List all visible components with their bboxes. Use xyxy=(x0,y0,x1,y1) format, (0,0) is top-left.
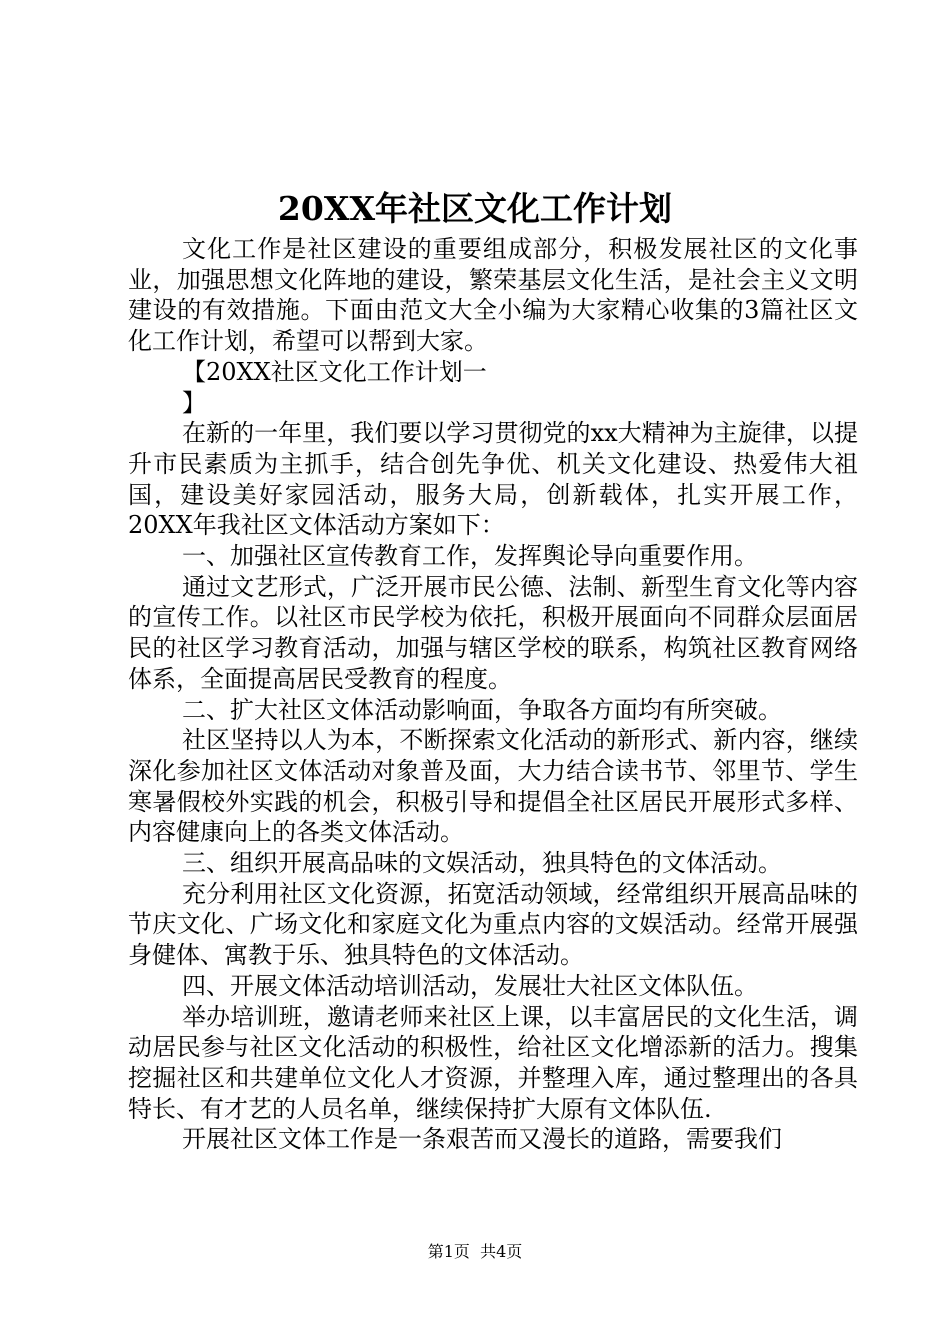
page-number: 第1页 共4页 xyxy=(427,1242,523,1261)
section-heading-3: 三、组织开展高品味的文娱活动，独具特色的文体活动。 xyxy=(182,849,782,878)
paragraph-closing-partial: 开展社区文体工作是一条艰苦而又漫长的道路，需要我们 xyxy=(182,1125,782,1154)
paragraph-overview: 在新的一年里，我们要以学习贯彻党的xx大精神为主旋律，以提升市民素质为主抓手，结合创先争优、机关文化建设、热爱伟大祖国，建设美好家园活动，服务大局，创新载体，扎实开展工作，20XX年我社区文体活动方案如下： xyxy=(128,419,858,540)
section-body-2: 社区坚持以人为本，不断探索文化活动的新形式、新内容，继续深化参加社区文体活动对象普及面，大力结合读书节、邻里节、学生寒暑假校外实践的机会，积极引导和提倡全社区居民开展形式多样、内容健康向上的各类文体活动。 xyxy=(128,726,858,847)
section-heading-4: 四、开展文体活动培训活动，发展壮大社区文体队伍。 xyxy=(182,971,758,1000)
section-body-1: 通过文艺形式，广泛开展市民公德、法制、新型生育文化等内容的宣传工作。以社区市民学校为依托，积极开展面向不同群众层面居民的社区学习教育活动，加强与辖区学校的联系，构筑社区教育网络体系，全面提高居民受教育的程度。 xyxy=(128,572,858,693)
document-title: 20XX年社区文化工作计划 xyxy=(277,189,673,228)
paragraph-plan-heading-close: 】 xyxy=(182,388,206,417)
paragraph-intro: 文化工作是社区建设的重要组成部分，积极发展社区的文化事业，加强思想文化阵地的建设，繁荣基层文化生活，是社会主义文明建设的有效措施。下面由范文大全小编为大家精心收集的3篇社区文化工作计划，希望可以帮到大家。 xyxy=(128,235,858,356)
paragraph-plan-heading: 【20XX社区文化工作计划一 xyxy=(182,357,487,386)
section-body-3: 充分利用社区文化资源，拓宽活动领域，经常组织开展高品味的节庆文化、广场文化和家庭文化为重点内容的文娱活动。经常开展强身健体、寓教于乐、独具特色的文体活动。 xyxy=(128,879,858,970)
section-heading-1: 一、加强社区宣传教育工作，发挥舆论导向重要作用。 xyxy=(182,542,758,571)
section-body-4: 举办培训班，邀请老师来社区上课，以丰富居民的文化生活，调动居民参与社区文化活动的积极性，给社区文化增添新的活力。搜集挖掘社区和共建单位文化人才资源，并整理入库，通过整理出的各具特长、有才艺的人员名单，继续保持扩大原有文体队伍. xyxy=(128,1002,858,1123)
section-heading-2: 二、扩大社区文体活动影响面，争取各方面均有所突破。 xyxy=(182,695,782,724)
document-body xyxy=(128,234,858,1155)
